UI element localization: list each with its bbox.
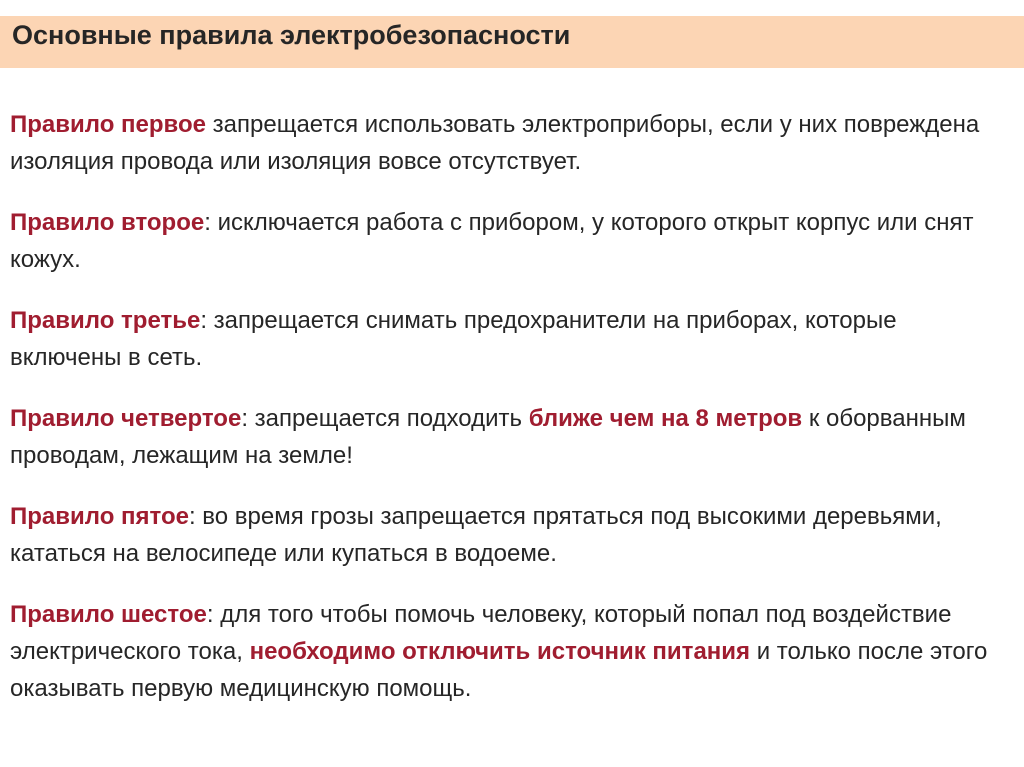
rule-6 (10, 596, 1010, 707)
rule-4 (10, 400, 1010, 474)
rule-text: запрещается использовать электроприборы, если у них повреждена изоляция провода или изоляция вовсе отсутствует. (10, 111, 980, 175)
rule-5 (10, 498, 1010, 572)
rule-text: : запрещается снимать предохранители на приборах, которые включены в сеть. (10, 307, 897, 371)
rule-label: Правило второе (10, 209, 205, 236)
rule-text: : во время грозы запрещается прятаться под высокими деревьями, кататься на велосипеде или купаться в водоеме. (10, 503, 942, 567)
rule-label: Правило четвертое (10, 405, 242, 432)
rule-text: : запрещается подходить (241, 405, 529, 432)
rule-1 (10, 106, 1010, 180)
rule-text: : исключается работа с прибором, у которого открыт корпус или снят кожух. (10, 209, 974, 273)
rule-text: : для того чтобы помочь человеку, который попал под воздействие электрического тока, (10, 601, 952, 665)
rule-text-continued: к оборванным проводам, лежащим на земле! (10, 405, 966, 469)
rule-label: Правило первое (10, 111, 206, 138)
rule-label: Правило третье (10, 307, 201, 334)
rule-3 (10, 302, 1010, 376)
rule-label: Правило пятое (10, 503, 189, 530)
slide-title: Основные правила электробезопасности (12, 20, 571, 50)
rule-text-continued: и только после этого оказывать первую медицинскую помощь. (10, 638, 988, 702)
rule-highlight: необходимо отключить источник питания (249, 638, 751, 665)
rules-list (10, 106, 1010, 731)
rule-highlight: ближе чем на 8 метров (528, 405, 803, 432)
rule-label: Правило шестое (10, 601, 207, 628)
rule-2 (10, 204, 1010, 278)
